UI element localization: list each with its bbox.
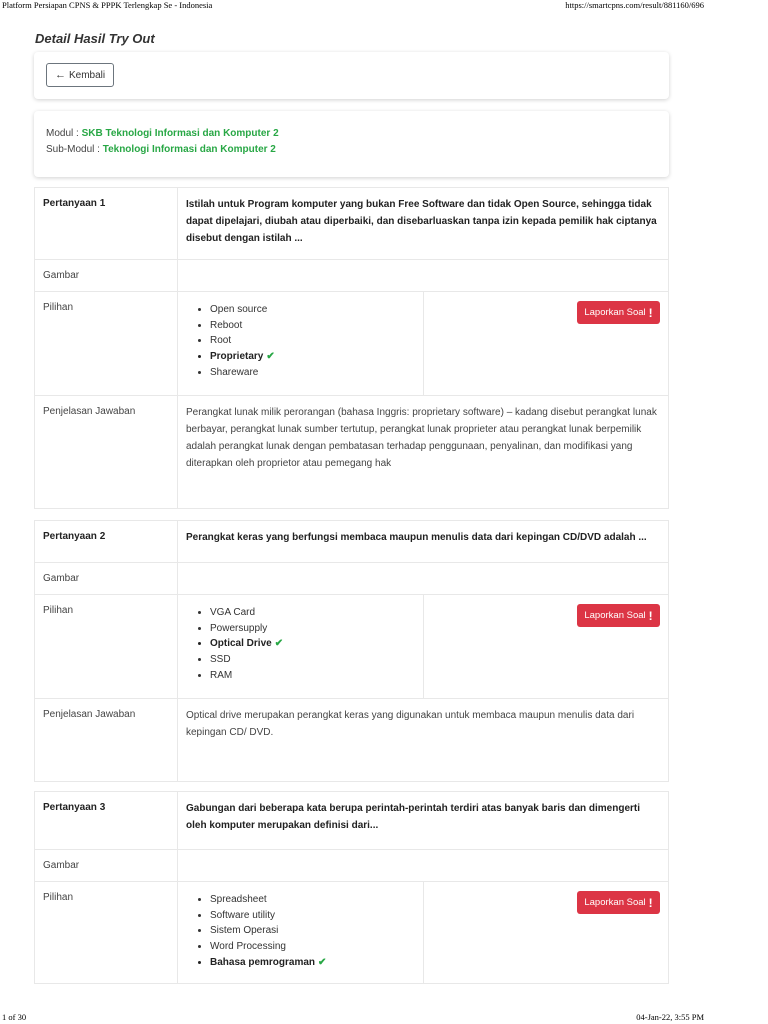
modul-label: Modul : — [46, 128, 79, 139]
print-header — [0, 0, 768, 10]
back-card — [34, 52, 669, 99]
exclamation-icon: ! — [648, 305, 653, 320]
image-label: Gambar — [35, 850, 178, 882]
option-item: • Software utility — [210, 908, 423, 924]
image-row — [35, 260, 669, 292]
print-timestamp: 04-Jan-22, 3:55 PM — [636, 1012, 704, 1022]
option-item: • Reboot — [210, 318, 423, 334]
option-item: • VGA Card — [210, 605, 423, 621]
submodul-label: Sub-Modul : — [46, 144, 100, 155]
options-label: Pilihan — [35, 882, 178, 984]
module-info-card — [34, 111, 669, 177]
report-cell — [423, 292, 669, 396]
options-list — [178, 292, 423, 381]
question-table-3 — [34, 791, 669, 984]
question-row — [35, 521, 669, 563]
modul-value: SKB Teknologi Informasi dan Komputer 2 — [81, 128, 279, 139]
question-row — [35, 188, 669, 260]
question-row — [35, 792, 669, 850]
options-cell — [178, 595, 424, 699]
report-cell — [423, 882, 669, 984]
options-label: Pilihan — [35, 292, 178, 396]
explanation-text: Perangkat lunak milik perorangan (bahasa Inggris: proprietary software) – kadang disebut perangkat lunak berbayar, perangkat lunak sumber tertutup, perangkat lunak proprieter atau perangkat lunak berpemilik adalah perangkat lunak dengan pembatasan terhadap penggunaan, penyalinan, dan modifikasi yang diterapkan oleh proprietor atau pemegang hak — [178, 396, 669, 509]
option-label: Proprietary — [210, 351, 264, 363]
image-row — [35, 563, 669, 595]
exclamation-icon: ! — [648, 608, 653, 623]
option-item: • Shareware — [210, 365, 423, 381]
check-icon: ✔ — [318, 956, 327, 968]
report-button-label: Laporkan Soal — [584, 307, 646, 318]
image-cell — [178, 260, 669, 292]
options-cell — [178, 882, 424, 984]
question-text: Perangkat keras yang berfungsi membaca maupun menulis data dari kepingan CD/DVD adalah ... — [178, 521, 669, 563]
question-text: Gabungan dari beberapa kata berupa perintah-perintah terdiri atas banyak baris dan dimengerti oleh komputer merupakan definisi dari... — [178, 792, 669, 850]
submodul-row — [46, 144, 276, 155]
arrow-left-icon: ← — [55, 69, 66, 81]
modul-row — [46, 128, 279, 139]
option-item: • Sistem Operasi — [210, 923, 423, 939]
report-question-button[interactable] — [577, 301, 660, 324]
image-label: Gambar — [35, 563, 178, 595]
print-url: https://smartcpns.com/result/881160/696 — [565, 0, 704, 10]
page-title: Detail Hasil Try Out — [35, 31, 155, 46]
image-label: Gambar — [35, 260, 178, 292]
image-cell — [178, 563, 669, 595]
back-button-label: Kembali — [69, 69, 106, 81]
option-item: • RAM — [210, 668, 423, 684]
print-page-title: Platform Persiapan CPNS & PPPK Terlengkap Se - Indonesia — [2, 0, 213, 10]
image-cell — [178, 850, 669, 882]
check-icon: ✔ — [274, 638, 284, 650]
explanation-row — [35, 699, 669, 782]
question-text: Istilah untuk Program komputer yang bukan Free Software dan tidak Open Source, sehingga tidak dapat dipelajari, diubah atau diperbaiki, dan disebarluaskan tanpa izin kepada pemilik hak ciptanya disebut dengan istilah ... — [178, 188, 669, 260]
option-item: • Word Processing — [210, 939, 423, 955]
option-item: • SSD — [210, 652, 423, 668]
question-number: Pertanyaan 2 — [35, 521, 178, 563]
exclamation-icon: ! — [648, 895, 653, 910]
report-button-label: Laporkan Soal — [584, 610, 646, 621]
question-number: Pertanyaan 3 — [35, 792, 178, 850]
question-table-1 — [34, 187, 669, 509]
image-row — [35, 850, 669, 882]
options-list — [178, 595, 423, 684]
option-item: • Spreadsheet — [210, 892, 423, 908]
option-label: Optical Drive — [210, 638, 272, 650]
explanation-label: Penjelasan Jawaban — [35, 699, 178, 782]
check-icon: ✔ — [266, 351, 275, 363]
options-cell — [178, 292, 424, 396]
back-button[interactable] — [46, 63, 114, 87]
report-button-label: Laporkan Soal — [584, 897, 646, 908]
option-item: • Powersupply — [210, 621, 423, 637]
option-item: • Root — [210, 333, 423, 349]
print-footer — [0, 1012, 768, 1024]
report-cell — [423, 595, 669, 699]
question-number: Pertanyaan 1 — [35, 188, 178, 260]
options-row — [35, 292, 669, 396]
options-list — [178, 882, 423, 971]
option-item-correct — [210, 955, 423, 971]
question-table-2 — [34, 520, 669, 782]
submodul-value: Teknologi Informasi dan Komputer 2 — [102, 144, 276, 155]
option-item: • Open source — [210, 302, 423, 318]
report-question-button[interactable] — [577, 604, 660, 627]
explanation-text: Optical drive merupakan perangkat keras yang digunakan untuk membaca maupun menulis data dari kepingan CD/ DVD. — [178, 699, 669, 782]
option-item-correct — [210, 349, 423, 365]
option-item-correct — [210, 636, 423, 652]
page-counter: 1 of 30 — [2, 1012, 27, 1022]
options-label: Pilihan — [35, 595, 178, 699]
option-label: Bahasa pemrograman — [210, 956, 316, 968]
options-row — [35, 882, 669, 984]
explanation-label: Penjelasan Jawaban — [35, 396, 178, 509]
options-row — [35, 595, 669, 699]
report-question-button[interactable] — [577, 891, 660, 914]
explanation-row — [35, 396, 669, 509]
